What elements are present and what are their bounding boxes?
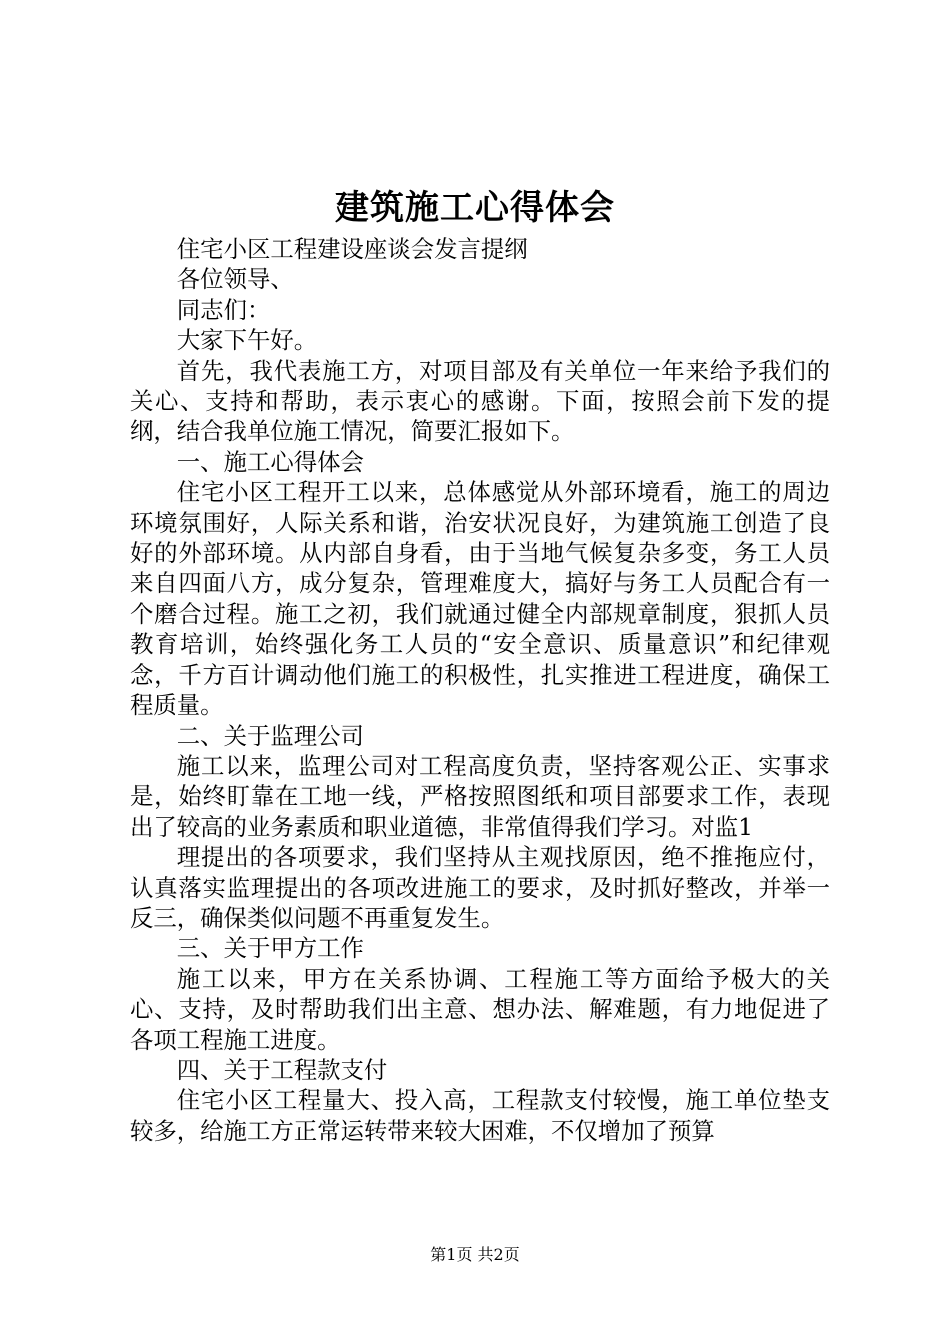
section-heading: 一、施工心得体会 [176,447,364,476]
paragraph: 首先，我代表施工方，对项目部及有关单位一年来给予我们的关心、支持和帮助，表示衷心的感谢。下面，按照会前下发的提纲，结合我单位施工情况，简要汇报如下。 [130,356,830,446]
paragraph: 住宅小区工程量大、投入高，工程款支付较慢，施工单位垫支较多，给施工方正常运转带来较大困难，不仅增加了预算 [130,1086,830,1145]
paragraph: 施工以来，监理公司对工程高度负责，坚持客观公正、实事求是，始终盯靠在工地一线，严格按照图纸和项目部要求工作，表现出了较高的业务素质和职业道德，非常值得我们学习。对监1 [130,751,830,841]
section-heading: 三、关于甲方工作 [176,934,364,963]
paragraph: 住宅小区工程建设座谈会发言提纲 [176,235,528,263]
paragraph: 理提出的各项要求，我们坚持从主观找原因，绝不推拖应付，认真落实监理提出的各项改进施工的要求，及时抓好整改，并举一反三，确保类似问题不再重复发生。 [130,843,830,932]
paragraph: 大家下午好。 [176,326,318,355]
paragraph: 施工以来，甲方在关系协调、工程施工等方面给予极大的关心、支持，及时帮助我们出主意、想办法、解难题，有力地促进了各项工程施工进度。 [130,964,830,1054]
paragraph: 住宅小区工程开工以来，总体感觉从外部环境看，施工的周边环境氛围好，人际关系和谐，治安状况良好，为建筑施工创造了良好的外部环境。从内部自身看，由于当地气候复杂多变，务工人员来自四面八方，成分复杂，管理难度大，搞好与务工人员配合有一个磨合过程。施工之初，我们就通过健全内部规章制度，狠抓人员教育培训，始终强化务工人员的“安全意识、质量意识”和纪律观念，千方百计调动他们施工的积极性，扎实推进工程进度，确保工程质量。 [130,478,830,720]
paragraph: 同志们： [176,295,271,324]
page-number-footer: 第1页 共2页 [430,1245,520,1264]
paragraph: 各位领导、 [176,265,294,294]
section-heading: 四、关于工程款支付 [176,1055,388,1084]
section-heading: 二、关于监理公司 [176,721,364,750]
document-body [130,234,830,1146]
document-title: 建筑施工心得体会 [335,188,615,228]
